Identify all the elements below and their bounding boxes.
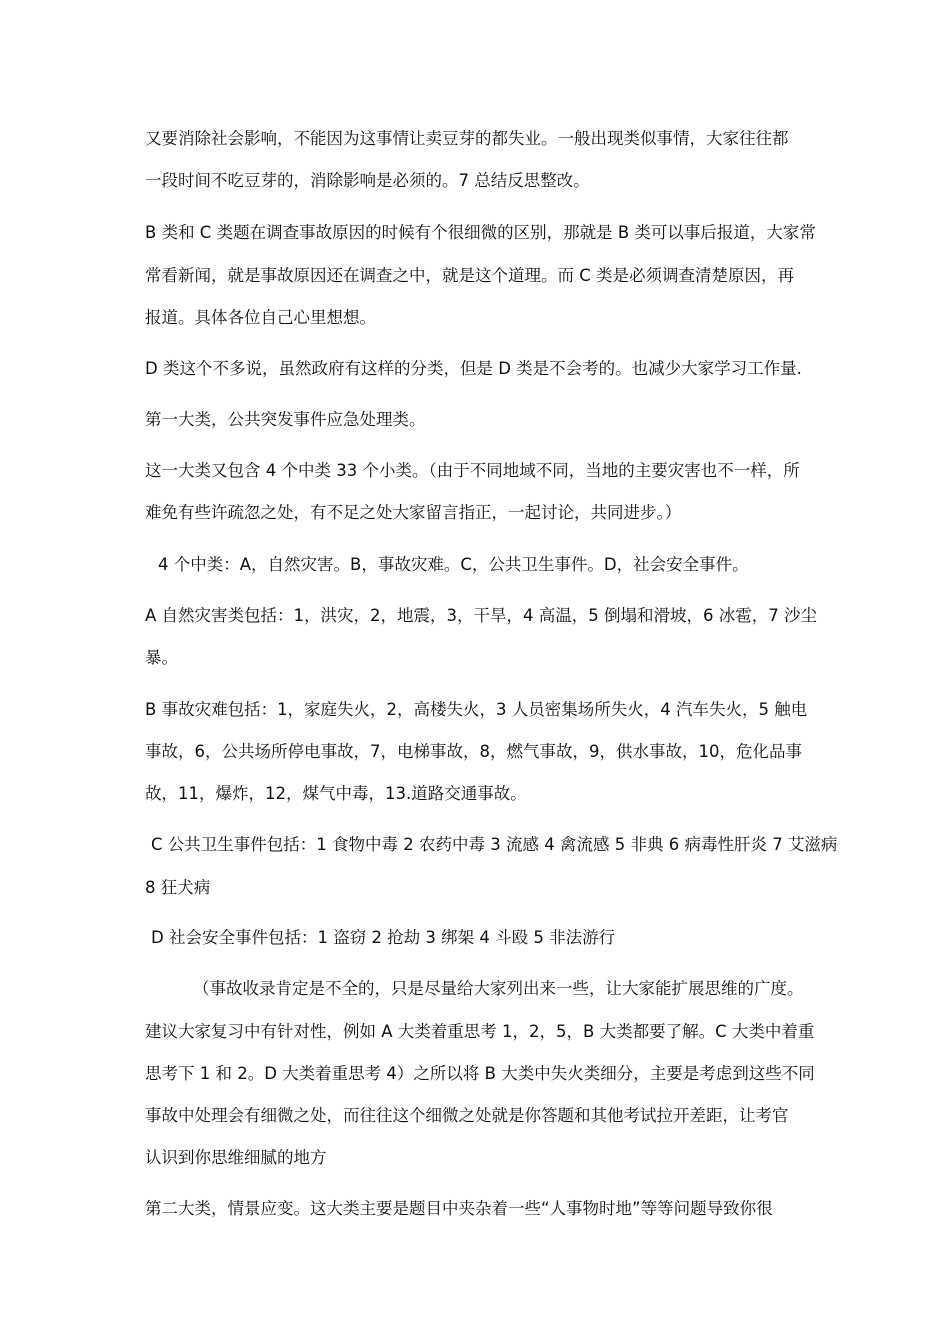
text-line: 8 狂犬病 [145, 878, 211, 897]
text-line: C 公共卫生事件包括：1 食物中毒 2 农药中毒 3 流感 4 禽流感 5 非典 6 病毒性肝炎 7 艾滋病 [151, 835, 838, 854]
text-line: 暴。 [145, 648, 178, 667]
text-line: （事故收录肯定是不全的，只是尽量给大家列出来一些，让大家能扩展思维的广度。 [193, 979, 804, 998]
section-heading: 第二大类，情景应变。这大类主要是题目中夹杂着一些“人事物时地”等等问题导致你很 [145, 1199, 773, 1218]
text-line: 报道。具体各位自己心里想想。 [145, 308, 376, 327]
text-line: D 社会安全事件包括：1 盗窃 2 抢劫 3 绑架 4 斗殴 5 非法游行 [151, 928, 616, 947]
text-line: 难免有些许疏忽之处，有不足之处大家留言指正，一起讨论，共同进步。） [145, 503, 682, 522]
section-heading: 第一大类，公共突发事件应急处理类。 [145, 410, 426, 429]
text-line: 又要消除社会影响，不能因为这事情让卖豆芽的都失业。一般出现类似事情，大家往往都 [145, 129, 789, 148]
text-line: 一段时间不吃豆芽的，消除影响是必须的。7 总结反思整改。 [145, 171, 590, 190]
text-line: 这一大类又包含 4 个中类 33 个小类。（由于不同地域不同，当地的主要灾害也不一样，所 [145, 461, 800, 480]
text-line: 建议大家复习中有针对性，例如 A 大类着重思考 1，2，5，B 大类都要了解。C 大类中着重 [145, 1022, 815, 1041]
text-line: 思考下 1 和 2。D 大类着重思考 4）之所以将 B 大类中失火类细分，主要是考虑到这些不同 [145, 1064, 815, 1083]
text-line: B 类和 C 类题在调查事故原因的时候有个很细微的区别，那就是 B 类可以事后报道，大家常 [145, 223, 816, 242]
text-line: 故，11，爆炸，12，煤气中毒，13.道路交通事故。 [145, 784, 527, 803]
text-line: 认识到你思维细腻的地方 [145, 1148, 327, 1167]
text-line: D 类这个不多说，虽然政府有这样的分类，但是 D 类是不会考的。也减少大家学习工作量. [145, 359, 802, 378]
text-line: 4 个中类：A，自然灾害。B，事故灾难。C，公共卫生事件。D，社会安全事件。 [158, 555, 749, 574]
text-line: 事故中处理会有细微之处，而往往这个细微之处就是你答题和其他考试拉开差距，让考官 [145, 1106, 789, 1125]
text-line: 常看新闻，就是事故原因还在调查之中，就是这个道理。而 C 类是必须调查清楚原因，再 [145, 266, 795, 285]
text-line: 事故，6，公共场所停电事故，7，电梯事故，8，燃气事故，9，供水事故，10，危化品事 [145, 742, 802, 761]
text-line: A 自然灾害类包括：1，洪灾，2，地震，3，干旱，4 高温，5 倒塌和滑坡，6 冰雹，7 沙尘 [145, 606, 817, 625]
text-line: B 事故灾难包括：1，家庭失火，2，高楼失火，3 人员密集场所失火，4 汽车失火，5 触电 [145, 700, 808, 719]
